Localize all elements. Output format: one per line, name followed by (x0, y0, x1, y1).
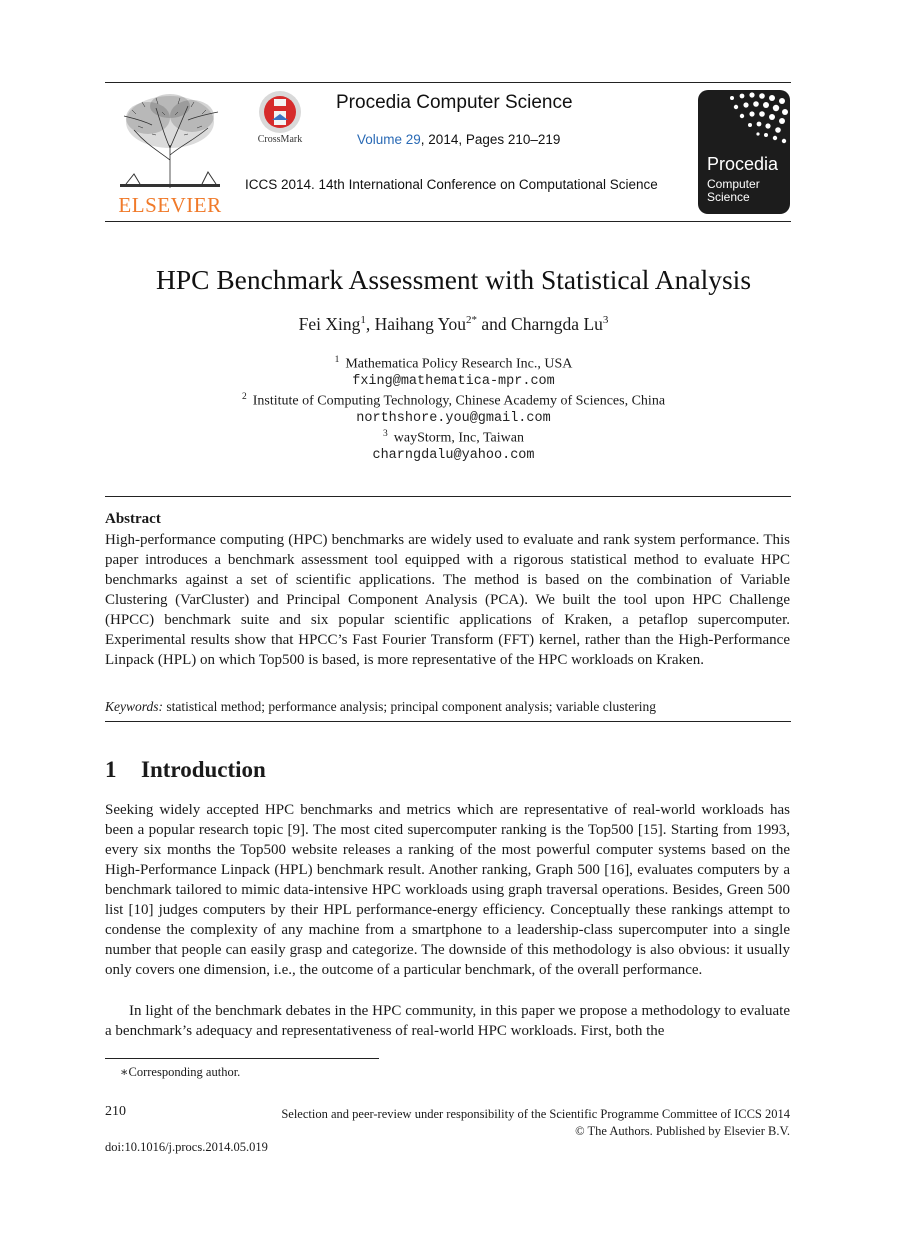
author-sup: 2* (466, 314, 477, 327)
conference-name: ICCS 2014. 14th International Conference on Computational Science (245, 177, 658, 192)
author-sup: 1 (360, 314, 366, 327)
footnote: ∗Corresponding author. (120, 1065, 241, 1079)
volume-link[interactable]: Volume 29 (357, 132, 421, 147)
procedia-sub-1: Computer (707, 177, 760, 191)
procedia-sub-2: Science (707, 190, 750, 204)
affiliation (0, 429, 907, 447)
header-bottom-rule (105, 221, 791, 222)
author-name: Charngda Lu (511, 314, 603, 334)
affiliation-sup: 3 (383, 429, 388, 439)
affiliation-name: Mathematica Policy Research Inc., USA (345, 356, 573, 372)
crossmark-icon (250, 90, 310, 134)
header-top-rule (105, 82, 791, 83)
section-title: Introduction (141, 757, 266, 782)
volume-pages: , 2014, Pages 210–219 (420, 132, 561, 147)
procedia-cover-logo (698, 90, 790, 214)
review-statement: Selection and peer-review under responsibility of the Scientific Programme Committee of ICCS 2014 (281, 1107, 790, 1121)
elsevier-logo (112, 90, 228, 216)
author-list (0, 314, 907, 335)
section-heading (105, 757, 266, 783)
crossmark-label: CrossMark (257, 134, 303, 145)
affiliation-sup: 1 (334, 355, 340, 365)
volume-line (357, 132, 560, 147)
paper-title: HPC Benchmark Assessment with Statistical Analysis (155, 264, 752, 295)
author-name: Fei Xing (298, 314, 361, 334)
procedia-dots-icon (698, 90, 790, 152)
journal-title: Procedia Computer Science (336, 92, 573, 113)
keywords-line (105, 699, 790, 715)
doi-link[interactable]: doi:10.1016/j.procs.2014.05.019 (105, 1140, 268, 1154)
affiliation (0, 392, 907, 410)
page-number: 210 (105, 1104, 126, 1119)
affiliation-email[interactable]: northshore.you@gmail.com (356, 411, 551, 426)
crossmark-badge[interactable] (250, 90, 310, 150)
affiliation-sup: 2 (241, 392, 247, 402)
keywords-label: Keywords: (105, 699, 163, 714)
affiliation-name: Institute of Computing Technology, Chinese Academy of Sciences, China (252, 393, 666, 409)
author-separator: , (365, 314, 375, 334)
affiliation (0, 355, 907, 373)
copyright-statement: © The Authors. Published by Elsevier B.V. (575, 1124, 790, 1138)
author-separator: and (477, 314, 512, 334)
keywords-text: statistical method; performance analysis; principal component analysis; variable clustering (166, 699, 656, 714)
intro-paragraph-1: Seeking widely accepted HPC benchmarks and metrics which are representative of real-world workloads has been a popular research topic [9]. The most cited supercomputer ranking is the Top500 [15]. Starting from 1993, every six months the Top500 website releases a ranking of the most powerful computer systems based on the High-Performance Linpack (HPL) benchmark result. Another ranking, Graph 500 [16], evaluates computers by a benchmark tailored to mimic data-intensive HPC workloads using graph traversal operations. Besides, Green 500 list [10] judges computers by their HPL performance-energy efficiency. Conceptually these rankings attempt to condense the complexity of any machine from a smartphone to a leadership-class supercomputer into a single number that people can easily grasp and categorize. The downside of this methodology is also obvious: it usually only covers one dimension, i.e., the outcome of a particular benchmark, of the overall performance. (105, 802, 790, 978)
procedia-wordmark: Procedia (707, 154, 779, 174)
elsevier-wordmark: ELSEVIER (118, 193, 222, 217)
copyright-block (160, 1106, 790, 1140)
abstract-body: High-performance computing (HPC) benchmarks are widely used to evaluate and rank system performance. This paper introduces a benchmark assessment tool equipped with a rigorous statistical method to evaluate HPC benchmarks against a set of scientific applications. The method is based on the combination of Variable Clustering (VarCluster) and Principal Component Analysis (PCA). We built the tool upon HPC Challenge (HPCC) benchmark suite and six popular scientific applications of Kraken, a petaflop supercomputer. Experimental results show that HPCC’s Fast Fourier Transform (FFT) kernel, rather than the High-Performance Linpack (HPL) on which Top500 is based, is more representative of the HPC workloads on Kraken. (105, 532, 790, 668)
affiliation-email[interactable]: fxing@mathematica-mpr.com (352, 374, 555, 389)
author-name: Haihang You (374, 314, 466, 334)
section-number: 1 (105, 757, 117, 782)
intro-paragraph-2: In light of the benchmark debates in the HPC community, in this paper we propose a methodology to evaluate a benchmark’s adequacy and representativeness of real-world HPC workloads. First, both the (105, 1003, 790, 1039)
abstract-bottom-rule (105, 721, 791, 722)
elsevier-tree-icon (112, 90, 228, 190)
abstract-top-rule (105, 496, 791, 497)
affiliation-email[interactable]: charngdalu@yahoo.com (372, 448, 535, 463)
affiliation-name: wayStorm, Inc, Taiwan (393, 430, 524, 446)
footnote-rule (105, 1058, 379, 1059)
abstract-heading: Abstract (105, 511, 161, 527)
author-sup: 3 (602, 314, 609, 327)
